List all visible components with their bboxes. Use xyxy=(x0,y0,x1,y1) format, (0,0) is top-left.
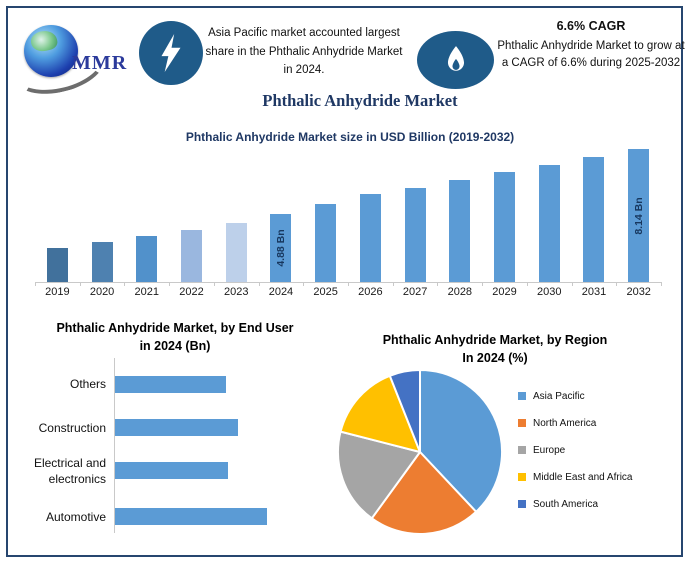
legend-item xyxy=(518,443,633,457)
legend-label: Europe xyxy=(533,444,566,456)
bar-label-2024: 4.88 Bn xyxy=(274,229,287,267)
legend-label: Asia Pacific xyxy=(533,390,585,402)
legend-label: Middle East and Africa xyxy=(533,471,633,483)
legend-item xyxy=(518,470,633,484)
legend-swatch xyxy=(518,473,526,481)
bar-2022 xyxy=(181,230,202,282)
legend-item xyxy=(518,389,633,403)
asia-pacific-note: Asia Pacific market accounted largest share in the Phthalic Anhydride Market in 2024. xyxy=(205,27,403,77)
mmr-logo xyxy=(14,20,139,96)
region-pie-chart xyxy=(336,368,504,536)
x-axis-label-2024: 2024 xyxy=(268,286,294,298)
legend-label: North America xyxy=(533,417,597,429)
market-size-chart-title: Phthalic Anhydride Market size in USD Billion (2019-2032) xyxy=(185,130,515,144)
lightning-icon xyxy=(139,21,203,85)
bar-2027 xyxy=(405,188,426,282)
region-title-line2: In 2024 (%) xyxy=(462,350,528,365)
x-axis-label-2019: 2019 xyxy=(45,286,70,298)
flame-icon xyxy=(417,31,494,89)
legend-item xyxy=(518,416,633,430)
x-axis-tick xyxy=(661,282,662,286)
bar-label-2032: 8.14 Bn xyxy=(632,196,645,235)
region-chart-title xyxy=(345,332,645,367)
x-axis-label-2023: 2023 xyxy=(223,286,249,298)
x-axis-label-2031: 2031 xyxy=(581,286,607,298)
end-user-bar xyxy=(115,508,267,525)
bar-2029 xyxy=(494,172,515,282)
x-axis-label-2030: 2030 xyxy=(537,286,562,298)
bar-2020 xyxy=(92,242,113,282)
x-axis-label-2029: 2029 xyxy=(492,286,517,298)
x-axis-label-2022: 2022 xyxy=(179,286,204,298)
cagr-note-block xyxy=(496,19,686,73)
legend-swatch xyxy=(518,392,526,400)
region-legend xyxy=(518,389,633,524)
end-user-title-line1: Phthalic Anhydride Market, by End User xyxy=(56,321,294,335)
bar-2026 xyxy=(360,194,381,282)
flame-glyph xyxy=(443,45,469,75)
page-title: Phthalic Anhydride Market xyxy=(262,91,458,110)
region-title-line1: Phthalic Anhydride Market, by Region xyxy=(382,333,608,347)
legend-swatch xyxy=(518,419,526,427)
globe-icon xyxy=(24,25,78,77)
end-user-title-line2: in 2024 (Bn) xyxy=(139,338,211,353)
x-axis-label-2027: 2027 xyxy=(402,286,428,298)
end-user-bar xyxy=(115,376,226,393)
x-axis-label-2021: 2021 xyxy=(134,286,160,298)
market-size-bar-chart xyxy=(35,142,661,283)
bar-2021 xyxy=(136,236,157,282)
market-size-x-axis-labels xyxy=(35,286,661,298)
x-axis-label-2026: 2026 xyxy=(358,286,383,298)
x-axis-label-2020: 2020 xyxy=(89,286,115,298)
end-user-category-label: Automotive xyxy=(45,509,106,524)
bar-2031 xyxy=(583,157,604,282)
bar-2030 xyxy=(539,165,560,282)
x-axis-label-2032: 2032 xyxy=(626,286,651,298)
cagr-text: Phthalic Anhydride Market to grow at a CAGR of 6.6% during 2025-2032 xyxy=(497,40,685,70)
x-axis-label-2028: 2028 xyxy=(447,286,473,298)
logo-text: MMR xyxy=(72,52,128,74)
legend-swatch xyxy=(518,446,526,454)
x-axis-label-2025: 2025 xyxy=(313,286,338,298)
bar-2019 xyxy=(47,248,68,282)
legend-swatch xyxy=(518,500,526,508)
bar-2023 xyxy=(226,223,247,282)
end-user-category-label: Electrical and electronics xyxy=(33,455,106,486)
bar-2025 xyxy=(315,204,336,282)
lightning-glyph xyxy=(158,34,184,72)
end-user-category-label: Others xyxy=(69,376,106,391)
end-user-chart-title xyxy=(15,320,335,355)
end-user-bar xyxy=(115,462,228,479)
end-user-bar xyxy=(115,419,238,436)
legend-label: South America xyxy=(533,498,599,510)
legend-item xyxy=(518,497,633,511)
bar-2028 xyxy=(449,180,470,282)
cagr-title: 6.6% CAGR xyxy=(556,19,626,33)
end-user-category-label: Construction xyxy=(38,420,106,435)
